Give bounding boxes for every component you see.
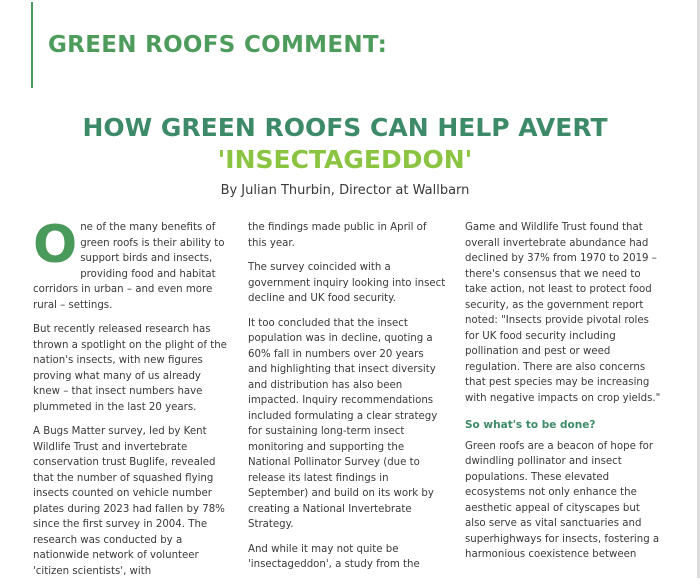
paragraph: Green roofs are a beacon of hope for dwindling pollinator and insect populations. These elevated ecosystems not only enhance the aesthetic appeal of cityscapes but also serve as vital sanctuaries and superhighways for insects, fostering a harmonious coexistence between: [465, 440, 660, 560]
article-column-3: [465, 220, 663, 572]
paragraph: the findings made public in April of this year.: [248, 222, 427, 249]
paragraph-text: ne of the many benefits of green roofs is their ability to support birds and insects, providing food and habitat corridors in urban – and even more rural – settings.: [33, 222, 225, 311]
subheading: So what's to be done?: [465, 419, 596, 431]
headline: [0, 112, 690, 176]
paragraph: [33, 215, 231, 313]
section-rule: [31, 2, 33, 88]
paragraph: And while it may not quite be 'insectageddon', a study from the: [248, 543, 420, 570]
drop-cap: O: [33, 215, 78, 275]
article-column-2: [248, 220, 446, 582]
paragraph: Game and Wildlife Trust found that overall invertebrate abundance had declined by 37% from 1970 to 2019 – there's consensus that we need to take action, not least to protect food security, as the government report noted: "Insects provide pivotal roles for UK food security including pollination and pest or weed regulation. There are also concerns that pest species may be increasing with negative impacts on crop yields.": [465, 222, 661, 404]
paragraph: A Bugs Matter survey, led by Kent Wildlife Trust and invertebrate conservation trust Buglife, revealed that the number of squashed flying insects counted on vehicle number plates during 2023 had fallen by 78% since the first survey in 2004. The research was conducted by a nationwide network of volunteer 'citizen scientists', with: [33, 426, 225, 577]
paragraph: The survey coincided with a government inquiry looking into insect decline and UK food security.: [248, 262, 446, 304]
byline: By Julian Thurbin, Director at Wallbarn: [220, 183, 470, 198]
section-title: GREEN ROOFS COMMENT:: [48, 32, 388, 58]
article-column-1: [33, 215, 231, 588]
paragraph: But recently released research has thrown a spotlight on the plight of the nation's insects, with new figures proving what many of us already knew – that insect numbers have plummeted in the last 20 years.: [33, 324, 227, 413]
paragraph: It too concluded that the insect population was in decline, quoting a 60% fall in numbers over 20 years and highlighting that insect diversity and distribution has also been impacted. Inquiry recommendations included formulating a clear strategy for sustaining long-term insect monitoring and supporting the National Pollinator Survey (due to release its latest findings in September) and build on its work by creating a National Invertebrate Strategy.: [248, 317, 438, 530]
headline-line-1: HOW GREEN ROOFS CAN HELP AVERT: [82, 113, 608, 142]
headline-line-2: 'INSECTAGEDDON': [217, 145, 473, 174]
